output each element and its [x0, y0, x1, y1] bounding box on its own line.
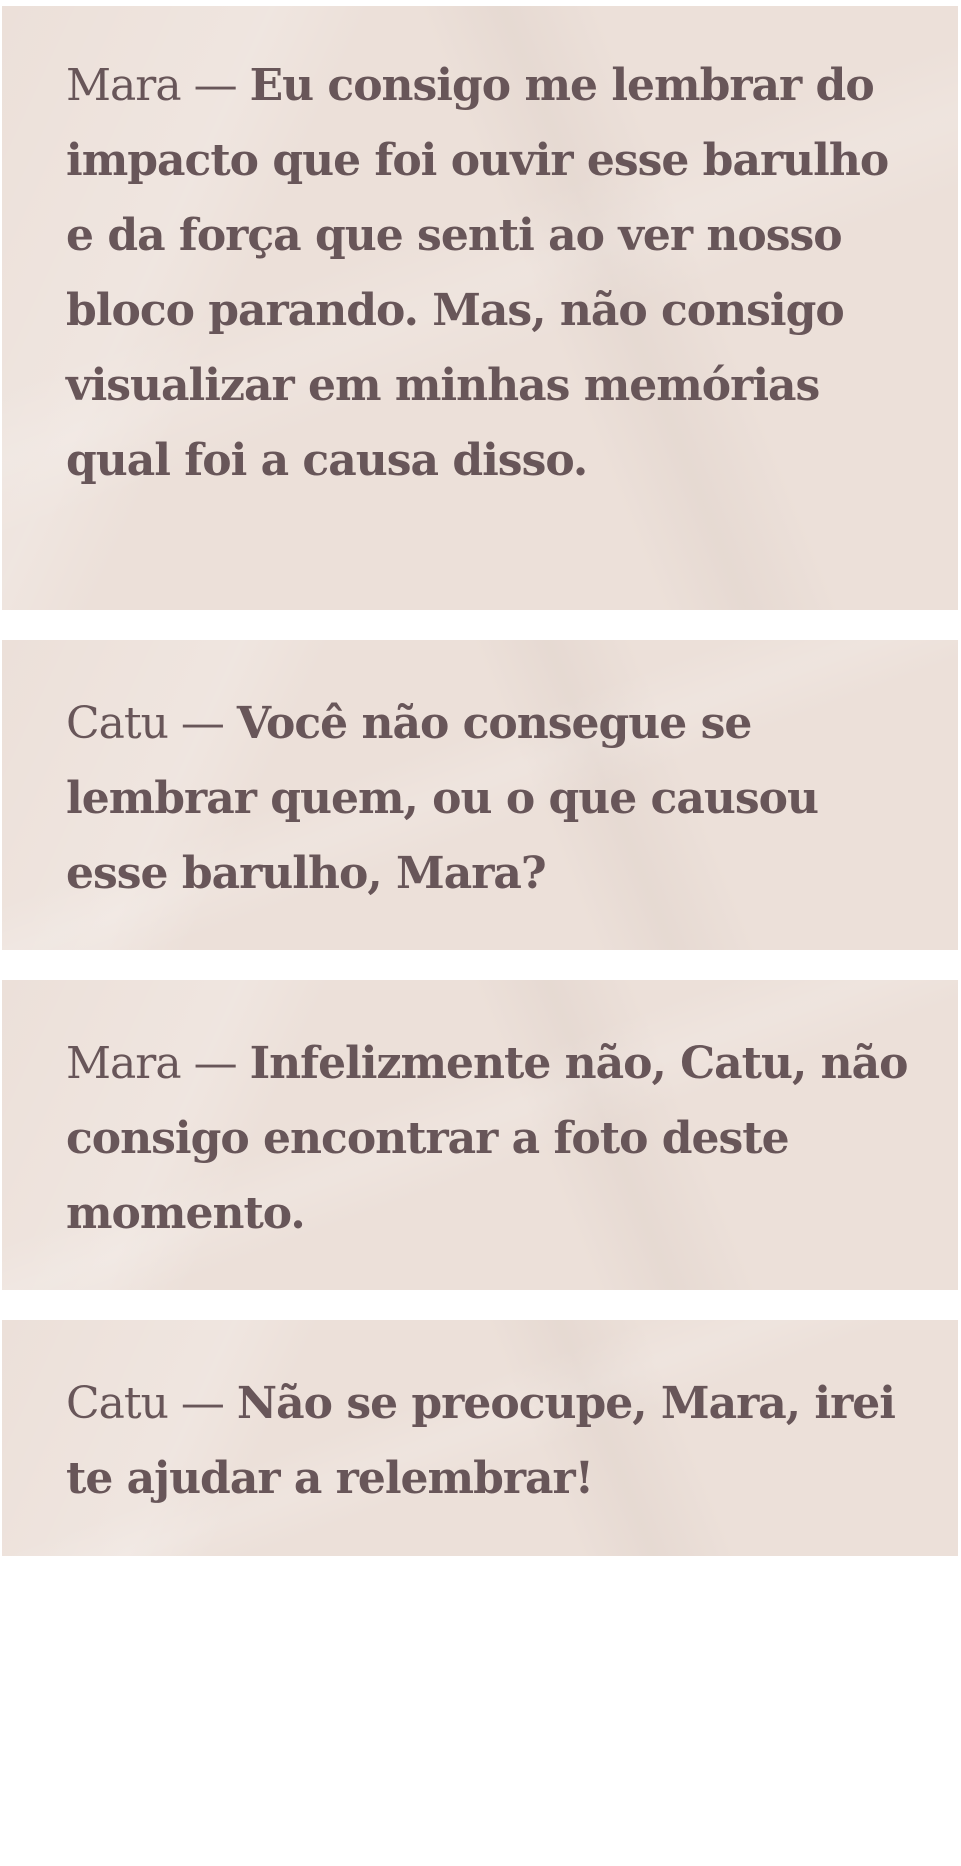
- dialogue-dash: —: [193, 1038, 237, 1089]
- dialogue-text: Você não consegue se lembrar quem, ou o que causou esse barulho, Mara?: [66, 698, 818, 899]
- dialogue-text: Não se preocupe, Mara, irei te ajudar a relembrar!: [66, 1378, 896, 1504]
- speaker-name: Catu: [66, 1378, 168, 1429]
- speaker-name: Mara: [66, 1038, 181, 1089]
- dialogue-card-catu-2: [2, 1320, 958, 1556]
- dialogue-line: [66, 48, 918, 498]
- dialogue-card-mara-1: [2, 6, 958, 610]
- speaker-name: Mara: [66, 60, 181, 111]
- dialogue-dash: —: [180, 698, 224, 749]
- dialogue-text: Eu consigo me lembrar do impacto que foi ouvir esse barulho e da força que senti ao ver nosso bloco parando. Mas, não consigo visualizar em minhas memórias qual foi a causa disso.: [66, 60, 889, 486]
- dialogue-text: Infelizmente não, Catu, não consigo encontrar a foto deste momento.: [66, 1038, 908, 1239]
- dialogue-line: [66, 1026, 918, 1251]
- dialogue-dash: —: [193, 60, 237, 111]
- dialogue-line: [66, 1366, 918, 1516]
- dialogue-card-mara-2: [2, 980, 958, 1290]
- dialogue-card-catu-1: [2, 640, 958, 950]
- dialogue-dash: —: [180, 1378, 224, 1429]
- dialogue-line: [66, 686, 918, 911]
- speaker-name: Catu: [66, 698, 168, 749]
